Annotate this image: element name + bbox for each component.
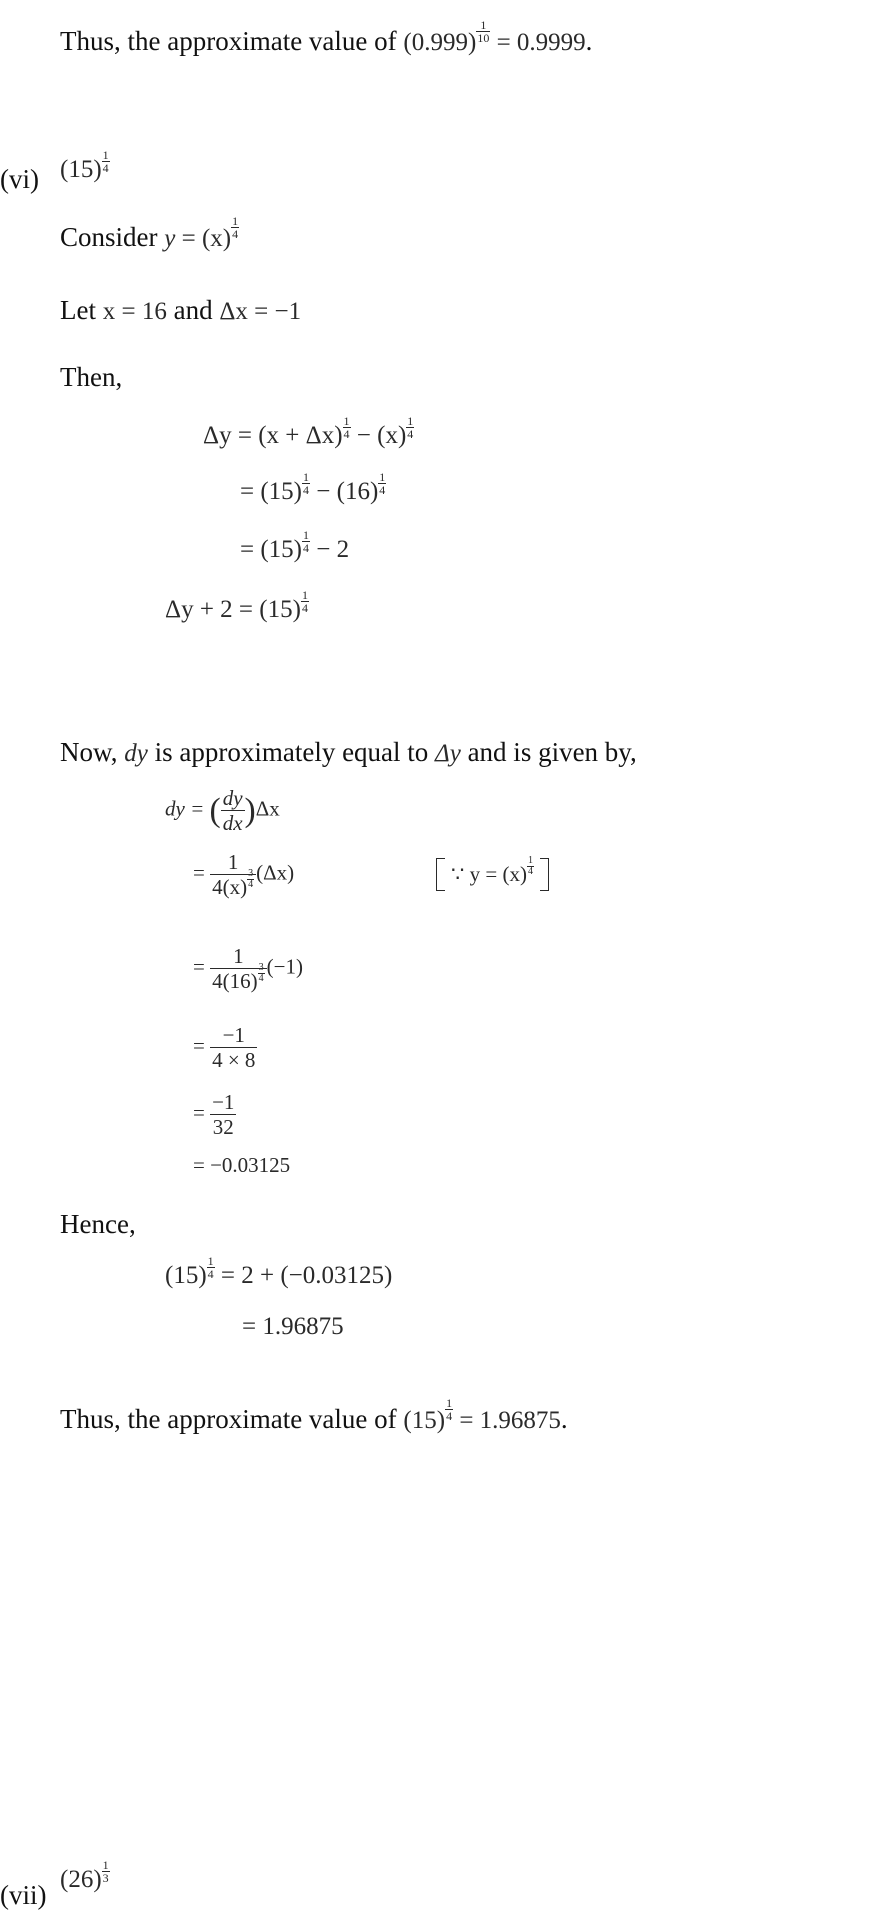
exponent: [231, 215, 239, 240]
part-label-vi: (vi): [0, 164, 39, 194]
math-rhs: = 0.9999: [496, 29, 586, 56]
equals: =: [193, 1100, 211, 1125]
conclusion-vi: [60, 1395, 568, 1435]
delta-y-line-1: [203, 413, 414, 450]
math-base: (26): [60, 1866, 102, 1893]
bracket-box: [436, 854, 549, 891]
denominator: dx: [222, 811, 243, 836]
numerator: dy: [222, 786, 243, 810]
term-a: (15): [260, 478, 303, 505]
conclusion-math: [403, 17, 586, 56]
hence-line-2: = 1.96875: [242, 1313, 344, 1340]
delta-y-line-2: [240, 469, 386, 506]
exponent-den: 4: [207, 1266, 214, 1281]
exponent-num: 1: [527, 854, 534, 866]
minus: −: [350, 422, 378, 449]
delta-y-line-4: [165, 587, 309, 624]
exponent-num: 1: [303, 527, 310, 542]
exponent-num: 1: [379, 469, 386, 484]
part-expression-vii: [60, 1857, 110, 1894]
var-y: y: [164, 225, 176, 252]
exponent-num: 1: [207, 1253, 214, 1268]
exponent: [445, 1397, 453, 1422]
lhs: dy =: [165, 796, 210, 821]
exponent-num: 1: [476, 19, 490, 32]
coefficient: 4: [212, 969, 223, 994]
left-paren: (: [209, 791, 221, 829]
minus-two: − 2: [310, 536, 350, 563]
exponent: [378, 471, 386, 496]
exponent-den: 4: [303, 540, 310, 555]
let-text: Let: [60, 295, 96, 325]
equals: =: [240, 478, 261, 505]
step-fraction: [210, 850, 256, 899]
math-base: (x): [201, 225, 232, 252]
previous-conclusion: [60, 17, 593, 57]
exponent: [207, 1255, 215, 1280]
term-b: (16): [336, 478, 379, 505]
lhs: Δy + 2 =: [165, 596, 260, 623]
exponent: [302, 471, 310, 496]
dy-step-3: [193, 944, 303, 993]
period: .: [585, 26, 593, 56]
let-line: [60, 295, 301, 326]
coefficient: 4: [212, 875, 223, 900]
exponent-den: 4: [248, 878, 254, 890]
minus-one-term: (−1): [266, 954, 303, 979]
denominator: 32: [212, 1115, 234, 1140]
math-base: (15): [60, 156, 102, 183]
dy-symbol: dy: [124, 740, 148, 767]
exponent-den: 4: [258, 972, 264, 984]
then-text: Then,: [60, 362, 123, 392]
step-fraction: [210, 1023, 257, 1072]
dy-step-1: [165, 786, 280, 835]
exponent-den: 10: [477, 30, 490, 45]
conclusion-text: Thus, the approximate value of: [60, 1404, 397, 1434]
step-fraction: [210, 944, 267, 993]
exponent-num: 1: [102, 147, 109, 162]
conclusion-math: [403, 1395, 561, 1434]
base: (16): [222, 969, 258, 994]
consider-text: Consider: [60, 222, 158, 252]
denominator: 4 × 8: [212, 1048, 256, 1073]
math-rhs: = 1.96875: [459, 1407, 561, 1434]
exponent-den: 4: [303, 482, 310, 497]
exponent-den: 4: [232, 226, 239, 241]
because-text: ∵ y =: [451, 862, 503, 886]
equals: =: [240, 536, 261, 563]
delta-x-term: (Δx): [256, 860, 295, 885]
exponent: [476, 19, 490, 44]
term-a: (15): [165, 1262, 207, 1289]
equals: =: [193, 1033, 211, 1058]
hence-text: Hence,: [60, 1209, 136, 1239]
term-a: (15): [260, 536, 303, 563]
numerator: 1: [210, 944, 267, 969]
end-text: and is given by,: [467, 737, 637, 767]
denominator: [210, 867, 256, 900]
base: (x): [502, 862, 527, 886]
exponent: [406, 415, 414, 440]
exponent: [343, 415, 351, 440]
exponent-num: 1: [446, 1395, 453, 1410]
dy-step-5: [193, 1090, 236, 1139]
numerator: 1: [210, 850, 256, 875]
period: .: [560, 1404, 568, 1434]
denominator: [210, 961, 267, 994]
exponent-den: 4: [446, 1408, 453, 1423]
exponent-num: 1: [232, 213, 239, 228]
now-line: [60, 737, 637, 768]
delta-y-line-3: [240, 527, 350, 564]
right-paren: ): [244, 791, 256, 829]
exponent: [102, 1859, 110, 1884]
exponent: [258, 963, 265, 984]
exponent-den: 3: [102, 1870, 109, 1885]
delta-y-symbol: Δy: [435, 740, 461, 767]
rhs: = 2 + (−0.03125): [214, 1262, 393, 1289]
part-expression-vi: [60, 147, 110, 184]
because-note: [436, 854, 549, 891]
dy-step-4: [193, 1023, 257, 1072]
base: (x): [222, 875, 248, 900]
lhs: Δy =: [203, 422, 259, 449]
exponent-den: 4: [527, 865, 534, 877]
now-text: Now,: [60, 737, 118, 767]
derivative-fraction: [221, 786, 245, 835]
equals: =: [193, 860, 211, 885]
conclusion-text: Thus, the approximate value of: [60, 26, 397, 56]
exponent-num: 1: [102, 1857, 109, 1872]
exponent-num: 3: [258, 961, 264, 973]
math-base: (15): [403, 1407, 446, 1434]
exponent: [247, 869, 254, 890]
dy-step-2: [193, 850, 294, 899]
exponent: [301, 589, 309, 614]
consider-line: [60, 213, 239, 253]
x-equation: x = 16: [102, 298, 167, 325]
exponent-num: 1: [343, 413, 350, 428]
exponent-den: 4: [343, 426, 350, 441]
exponent-den: 4: [379, 482, 386, 497]
exponent-num: 1: [407, 413, 414, 428]
hence-line-1: [165, 1253, 393, 1290]
step-fraction: [210, 1090, 236, 1139]
numerator: −1: [210, 1023, 257, 1048]
exponent-den: 4: [102, 160, 109, 175]
numerator: −1: [212, 1090, 235, 1114]
exponent-den: 4: [407, 426, 414, 441]
middle-text: is approximately equal to: [154, 737, 429, 767]
exponent-den: 4: [301, 600, 308, 615]
part-label-vii: (vii): [0, 1880, 47, 1910]
and-text: and: [173, 295, 213, 325]
consider-math: [164, 213, 239, 252]
minus: −: [310, 478, 337, 505]
equals: =: [175, 225, 202, 252]
math-base: (0.999): [403, 29, 477, 56]
equals: =: [193, 954, 211, 979]
exponent: [527, 856, 534, 877]
term-a: (x + Δx): [258, 422, 343, 449]
exponent-num: 1: [303, 469, 310, 484]
term-b: (x): [377, 422, 407, 449]
dx-equation: Δx = −1: [219, 298, 302, 325]
exponent: [102, 149, 110, 174]
exponent: [302, 529, 310, 554]
dy-step-6: = −0.03125: [193, 1153, 291, 1173]
term-a: (15): [259, 596, 301, 623]
exponent-num: 3: [248, 867, 254, 879]
exponent-num: 1: [301, 587, 308, 602]
delta-x: Δx: [255, 796, 280, 821]
